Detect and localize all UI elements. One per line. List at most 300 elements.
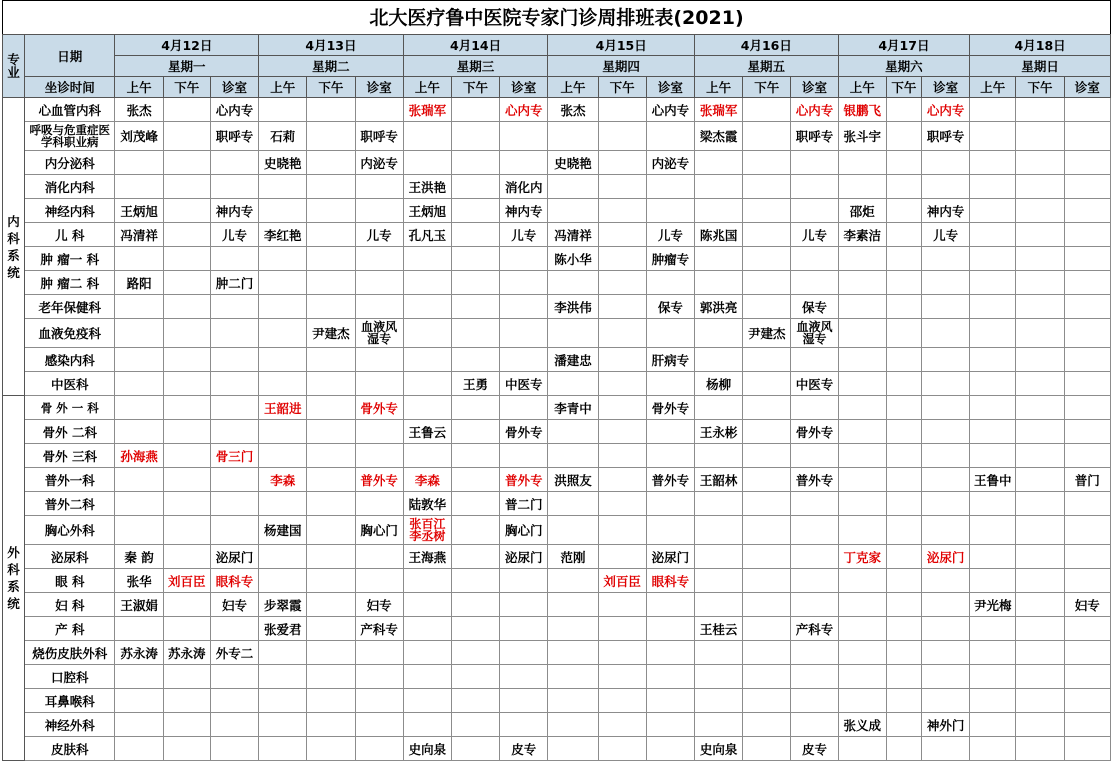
morning-doctor-cell	[970, 372, 1016, 396]
morning-doctor-cell	[695, 247, 743, 271]
morning-doctor-cell	[403, 271, 451, 295]
afternoon-doctor-cell: 王勇	[451, 372, 499, 396]
afternoon-doctor-cell	[886, 569, 921, 593]
morning-doctor-cell: 史晓艳	[259, 151, 307, 175]
slot-header: 诊室	[500, 77, 548, 98]
clinic-room-cell	[646, 516, 694, 545]
clinic-room-cell	[500, 593, 548, 617]
clinic-room-cell	[1064, 319, 1110, 348]
morning-doctor-cell	[259, 271, 307, 295]
morning-doctor-cell	[259, 665, 307, 689]
morning-doctor-cell	[403, 641, 451, 665]
morning-doctor-cell	[970, 223, 1016, 247]
clinic-room-cell	[355, 271, 403, 295]
afternoon-doctor-cell	[1016, 641, 1064, 665]
afternoon-doctor-cell	[598, 545, 646, 569]
afternoon-doctor-cell	[307, 569, 355, 593]
afternoon-doctor-cell	[743, 665, 791, 689]
morning-doctor-cell	[695, 271, 743, 295]
morning-doctor-cell	[838, 468, 886, 492]
afternoon-doctor-cell	[451, 295, 499, 319]
afternoon-doctor-cell	[598, 151, 646, 175]
afternoon-doctor-cell	[886, 641, 921, 665]
morning-doctor-cell: 丁克家	[838, 545, 886, 569]
afternoon-doctor-cell	[743, 641, 791, 665]
weekday-header: 星期三	[403, 56, 548, 77]
afternoon-doctor-cell	[307, 199, 355, 223]
date-label: 日期	[25, 35, 115, 77]
clinic-room-cell	[1064, 98, 1110, 122]
slot-header: 诊室	[355, 77, 403, 98]
clinic-room-cell	[210, 617, 258, 641]
morning-doctor-cell: 孙海燕	[115, 444, 163, 468]
clinic-room-cell	[210, 295, 258, 319]
clinic-room-cell: 骨外专	[646, 396, 694, 420]
morning-doctor-cell	[548, 175, 598, 199]
afternoon-doctor-cell	[163, 295, 210, 319]
clinic-room-cell	[791, 665, 838, 689]
table-row	[3, 665, 1111, 689]
clinic-room-cell: 儿专	[921, 223, 969, 247]
weekday-header: 星期六	[838, 56, 970, 77]
morning-doctor-cell	[548, 569, 598, 593]
morning-doctor-cell	[695, 492, 743, 516]
morning-doctor-cell: 洪照友	[548, 468, 598, 492]
morning-doctor-cell	[695, 151, 743, 175]
morning-doctor-cell	[838, 641, 886, 665]
date-header: 4月12日	[115, 35, 259, 56]
clinic-room-cell: 泌尿门	[646, 545, 694, 569]
morning-doctor-cell: 孔凡玉	[403, 223, 451, 247]
morning-doctor-cell: 陈小华	[548, 247, 598, 271]
clinic-room-cell	[210, 151, 258, 175]
clinic-room-cell	[355, 737, 403, 761]
morning-doctor-cell	[838, 175, 886, 199]
table-row	[3, 641, 1111, 665]
clinic-room-cell	[921, 444, 969, 468]
clinic-room-cell	[210, 516, 258, 545]
clinic-room-cell	[1064, 545, 1110, 569]
time-label: 坐诊时间	[25, 77, 115, 98]
morning-doctor-cell: 陈兆国	[695, 223, 743, 247]
morning-doctor-cell: 苏永涛	[115, 641, 163, 665]
group-label: 内 科 系 统	[3, 98, 25, 396]
department-name: 眼 科	[25, 569, 115, 593]
afternoon-doctor-cell	[886, 492, 921, 516]
specialty-header: 专 业	[3, 35, 25, 98]
afternoon-doctor-cell	[307, 545, 355, 569]
clinic-room-cell	[646, 271, 694, 295]
clinic-room-cell	[921, 569, 969, 593]
morning-doctor-cell	[970, 617, 1016, 641]
clinic-room-cell	[921, 468, 969, 492]
clinic-room-cell	[791, 545, 838, 569]
morning-doctor-cell	[403, 569, 451, 593]
afternoon-doctor-cell	[886, 617, 921, 641]
afternoon-doctor-cell: 刘百臣	[163, 569, 210, 593]
afternoon-doctor-cell	[886, 199, 921, 223]
morning-doctor-cell	[970, 319, 1016, 348]
afternoon-doctor-cell	[743, 199, 791, 223]
morning-doctor-cell	[548, 271, 598, 295]
department-name: 普外一科	[25, 468, 115, 492]
clinic-room-cell: 泌尿门	[210, 545, 258, 569]
afternoon-doctor-cell	[163, 468, 210, 492]
table-row	[3, 199, 1111, 223]
afternoon-doctor-cell	[1016, 223, 1064, 247]
afternoon-doctor-cell	[598, 319, 646, 348]
clinic-room-cell	[1064, 665, 1110, 689]
morning-doctor-cell	[695, 569, 743, 593]
clinic-room-cell	[646, 420, 694, 444]
afternoon-doctor-cell	[886, 122, 921, 151]
clinic-room-cell	[355, 247, 403, 271]
afternoon-doctor-cell	[163, 98, 210, 122]
clinic-room-cell: 中医专	[500, 372, 548, 396]
morning-doctor-cell: 尹光梅	[970, 593, 1016, 617]
clinic-room-cell	[646, 689, 694, 713]
afternoon-doctor-cell	[1016, 468, 1064, 492]
afternoon-doctor-cell	[307, 468, 355, 492]
afternoon-doctor-cell	[163, 319, 210, 348]
morning-doctor-cell	[115, 175, 163, 199]
afternoon-doctor-cell	[1016, 593, 1064, 617]
morning-doctor-cell	[403, 617, 451, 641]
morning-doctor-cell	[970, 516, 1016, 545]
morning-doctor-cell	[259, 348, 307, 372]
morning-doctor-cell	[548, 713, 598, 737]
morning-doctor-cell	[970, 420, 1016, 444]
afternoon-doctor-cell	[886, 468, 921, 492]
afternoon-doctor-cell	[743, 420, 791, 444]
morning-doctor-cell	[695, 516, 743, 545]
clinic-room-cell: 职呼专	[355, 122, 403, 151]
afternoon-doctor-cell	[451, 713, 499, 737]
morning-doctor-cell	[115, 348, 163, 372]
clinic-room-cell	[1064, 737, 1110, 761]
afternoon-doctor-cell: 刘百臣	[598, 569, 646, 593]
clinic-room-cell	[1064, 396, 1110, 420]
morning-doctor-cell	[115, 737, 163, 761]
clinic-room-cell	[646, 492, 694, 516]
morning-doctor-cell	[970, 175, 1016, 199]
table-row	[3, 569, 1111, 593]
afternoon-doctor-cell	[451, 617, 499, 641]
afternoon-doctor-cell	[886, 271, 921, 295]
afternoon-doctor-cell	[163, 151, 210, 175]
clinic-room-cell	[355, 545, 403, 569]
morning-doctor-cell: 王鲁云	[403, 420, 451, 444]
clinic-room-cell	[500, 665, 548, 689]
morning-doctor-cell: 陆敦华	[403, 492, 451, 516]
weekday-header: 星期一	[115, 56, 259, 77]
department-name: 皮肤科	[25, 737, 115, 761]
clinic-room-cell: 心内专	[646, 98, 694, 122]
clinic-room-cell	[791, 516, 838, 545]
clinic-room-cell	[1064, 617, 1110, 641]
clinic-room-cell	[1064, 444, 1110, 468]
clinic-room-cell	[355, 372, 403, 396]
afternoon-doctor-cell	[743, 444, 791, 468]
clinic-room-cell	[791, 396, 838, 420]
morning-doctor-cell: 史晓艳	[548, 151, 598, 175]
department-name: 神经外科	[25, 713, 115, 737]
table-row	[3, 713, 1111, 737]
morning-doctor-cell: 范刚	[548, 545, 598, 569]
clinic-room-cell	[1064, 492, 1110, 516]
date-header: 4月13日	[259, 35, 404, 56]
afternoon-doctor-cell	[1016, 151, 1064, 175]
clinic-room-cell: 肝病专	[646, 348, 694, 372]
morning-doctor-cell: 李洪伟	[548, 295, 598, 319]
afternoon-doctor-cell	[1016, 689, 1064, 713]
clinic-room-cell	[210, 737, 258, 761]
clinic-room-cell	[355, 689, 403, 713]
clinic-room-cell	[791, 492, 838, 516]
afternoon-doctor-cell	[163, 665, 210, 689]
clinic-room-cell	[791, 689, 838, 713]
morning-doctor-cell	[115, 713, 163, 737]
morning-doctor-cell	[115, 319, 163, 348]
slot-header: 上午	[548, 77, 598, 98]
clinic-room-cell: 心内专	[500, 98, 548, 122]
clinic-room-cell: 儿专	[646, 223, 694, 247]
clinic-room-cell	[646, 641, 694, 665]
morning-doctor-cell	[970, 713, 1016, 737]
morning-doctor-cell: 张华	[115, 569, 163, 593]
slot-header: 上午	[259, 77, 307, 98]
morning-doctor-cell: 张爱君	[259, 617, 307, 641]
afternoon-doctor-cell	[163, 737, 210, 761]
morning-doctor-cell	[548, 516, 598, 545]
morning-doctor-cell	[115, 665, 163, 689]
afternoon-doctor-cell	[1016, 569, 1064, 593]
morning-doctor-cell: 银鹏飞	[838, 98, 886, 122]
clinic-room-cell	[500, 295, 548, 319]
morning-doctor-cell: 王炳旭	[115, 199, 163, 223]
clinic-room-cell: 保专	[646, 295, 694, 319]
afternoon-doctor-cell	[163, 713, 210, 737]
afternoon-doctor-cell	[1016, 737, 1064, 761]
afternoon-doctor-cell	[598, 98, 646, 122]
afternoon-doctor-cell	[1016, 713, 1064, 737]
afternoon-doctor-cell	[598, 122, 646, 151]
slot-header: 下午	[1016, 77, 1064, 98]
afternoon-doctor-cell	[886, 516, 921, 545]
clinic-room-cell: 神内专	[500, 199, 548, 223]
morning-doctor-cell: 邵炬	[838, 199, 886, 223]
morning-doctor-cell: 张百江李丞树	[403, 516, 451, 545]
clinic-room-cell	[355, 175, 403, 199]
table-row	[3, 247, 1111, 271]
afternoon-doctor-cell	[1016, 617, 1064, 641]
morning-doctor-cell: 路阳	[115, 271, 163, 295]
morning-doctor-cell	[259, 545, 307, 569]
afternoon-doctor-cell	[886, 348, 921, 372]
afternoon-doctor-cell	[163, 444, 210, 468]
table-row	[3, 593, 1111, 617]
morning-doctor-cell	[115, 617, 163, 641]
morning-doctor-cell: 步翠霞	[259, 593, 307, 617]
slot-header: 上午	[695, 77, 743, 98]
clinic-room-cell: 骨外专	[500, 420, 548, 444]
clinic-room-cell	[355, 98, 403, 122]
clinic-room-cell	[646, 319, 694, 348]
morning-doctor-cell: 李青中	[548, 396, 598, 420]
slot-header: 诊室	[210, 77, 258, 98]
afternoon-doctor-cell	[743, 372, 791, 396]
clinic-room-cell: 神内专	[210, 199, 258, 223]
clinic-room-cell: 眼科专	[646, 569, 694, 593]
morning-doctor-cell	[548, 420, 598, 444]
afternoon-doctor-cell	[163, 689, 210, 713]
afternoon-doctor-cell	[163, 593, 210, 617]
morning-doctor-cell	[259, 199, 307, 223]
afternoon-doctor-cell	[307, 295, 355, 319]
morning-doctor-cell	[259, 372, 307, 396]
morning-doctor-cell	[259, 175, 307, 199]
morning-doctor-cell	[403, 122, 451, 151]
date-header: 4月14日	[403, 35, 548, 56]
afternoon-doctor-cell	[163, 617, 210, 641]
morning-doctor-cell	[548, 122, 598, 151]
clinic-room-cell: 胸心门	[500, 516, 548, 545]
afternoon-doctor-cell	[1016, 98, 1064, 122]
clinic-room-cell	[210, 420, 258, 444]
afternoon-doctor-cell	[451, 319, 499, 348]
morning-doctor-cell: 王炳旭	[403, 199, 451, 223]
clinic-room-cell: 职呼专	[791, 122, 838, 151]
morning-doctor-cell	[403, 713, 451, 737]
afternoon-doctor-cell	[598, 593, 646, 617]
afternoon-doctor-cell	[886, 372, 921, 396]
morning-doctor-cell	[548, 617, 598, 641]
afternoon-doctor-cell	[743, 295, 791, 319]
clinic-room-cell	[921, 372, 969, 396]
morning-doctor-cell	[548, 737, 598, 761]
afternoon-doctor-cell	[886, 420, 921, 444]
afternoon-doctor-cell	[163, 396, 210, 420]
afternoon-doctor-cell	[163, 223, 210, 247]
morning-doctor-cell	[838, 348, 886, 372]
morning-doctor-cell	[259, 737, 307, 761]
afternoon-doctor-cell	[886, 737, 921, 761]
department-name: 神经内科	[25, 199, 115, 223]
morning-doctor-cell	[259, 689, 307, 713]
clinic-room-cell	[921, 271, 969, 295]
morning-doctor-cell	[548, 641, 598, 665]
afternoon-doctor-cell	[451, 348, 499, 372]
morning-doctor-cell	[838, 396, 886, 420]
clinic-room-cell	[500, 348, 548, 372]
morning-doctor-cell: 李素洁	[838, 223, 886, 247]
afternoon-doctor-cell	[1016, 396, 1064, 420]
morning-doctor-cell	[695, 665, 743, 689]
clinic-room-cell: 妇专	[1064, 593, 1110, 617]
afternoon-doctor-cell	[1016, 271, 1064, 295]
afternoon-doctor-cell	[1016, 516, 1064, 545]
morning-doctor-cell: 郭洪亮	[695, 295, 743, 319]
morning-doctor-cell: 张瑞军	[403, 98, 451, 122]
table-row	[3, 516, 1111, 545]
afternoon-doctor-cell	[743, 396, 791, 420]
afternoon-doctor-cell	[886, 98, 921, 122]
morning-doctor-cell	[403, 247, 451, 271]
afternoon-doctor-cell	[451, 516, 499, 545]
clinic-room-cell	[791, 593, 838, 617]
slot-header: 上午	[970, 77, 1016, 98]
morning-doctor-cell	[115, 396, 163, 420]
clinic-room-cell	[921, 689, 969, 713]
morning-doctor-cell: 李红艳	[259, 223, 307, 247]
morning-doctor-cell: 秦 韵	[115, 545, 163, 569]
clinic-room-cell	[646, 199, 694, 223]
afternoon-doctor-cell	[1016, 665, 1064, 689]
morning-doctor-cell: 梁杰霞	[695, 122, 743, 151]
afternoon-doctor-cell	[886, 665, 921, 689]
afternoon-doctor-cell	[163, 516, 210, 545]
clinic-room-cell: 皮专	[791, 737, 838, 761]
table-row	[3, 348, 1111, 372]
table-row	[3, 175, 1111, 199]
department-name: 骨外 三科	[25, 444, 115, 468]
morning-doctor-cell	[403, 348, 451, 372]
afternoon-doctor-cell	[307, 223, 355, 247]
afternoon-doctor-cell	[743, 98, 791, 122]
clinic-room-cell	[1064, 151, 1110, 175]
clinic-room-cell	[791, 199, 838, 223]
table-row	[3, 617, 1111, 641]
clinic-room-cell: 心内专	[791, 98, 838, 122]
morning-doctor-cell	[403, 396, 451, 420]
clinic-room-cell: 骨外专	[355, 396, 403, 420]
afternoon-doctor-cell	[743, 348, 791, 372]
date-header: 4月16日	[695, 35, 839, 56]
department-name: 中医科	[25, 372, 115, 396]
table-row	[3, 545, 1111, 569]
morning-doctor-cell: 杨柳	[695, 372, 743, 396]
afternoon-doctor-cell	[451, 175, 499, 199]
afternoon-doctor-cell	[1016, 295, 1064, 319]
morning-doctor-cell: 史向泉	[695, 737, 743, 761]
clinic-room-cell: 血液风湿专	[791, 319, 838, 348]
clinic-room-cell	[500, 271, 548, 295]
clinic-room-cell	[646, 737, 694, 761]
table-row	[3, 396, 1111, 420]
morning-doctor-cell	[970, 396, 1016, 420]
morning-doctor-cell	[838, 420, 886, 444]
table-row	[3, 444, 1111, 468]
afternoon-doctor-cell	[743, 271, 791, 295]
clinic-room-cell: 神内专	[921, 199, 969, 223]
clinic-room-cell: 神外门	[921, 713, 969, 737]
afternoon-doctor-cell	[451, 569, 499, 593]
morning-doctor-cell: 王洪艳	[403, 175, 451, 199]
clinic-room-cell	[210, 247, 258, 271]
clinic-room-cell	[210, 348, 258, 372]
morning-doctor-cell	[970, 689, 1016, 713]
afternoon-doctor-cell	[307, 665, 355, 689]
morning-doctor-cell	[838, 271, 886, 295]
morning-doctor-cell	[970, 492, 1016, 516]
morning-doctor-cell	[695, 348, 743, 372]
morning-doctor-cell	[838, 319, 886, 348]
afternoon-doctor-cell	[598, 271, 646, 295]
clinic-room-cell	[210, 492, 258, 516]
afternoon-doctor-cell	[163, 348, 210, 372]
afternoon-doctor-cell	[451, 468, 499, 492]
afternoon-doctor-cell	[451, 122, 499, 151]
